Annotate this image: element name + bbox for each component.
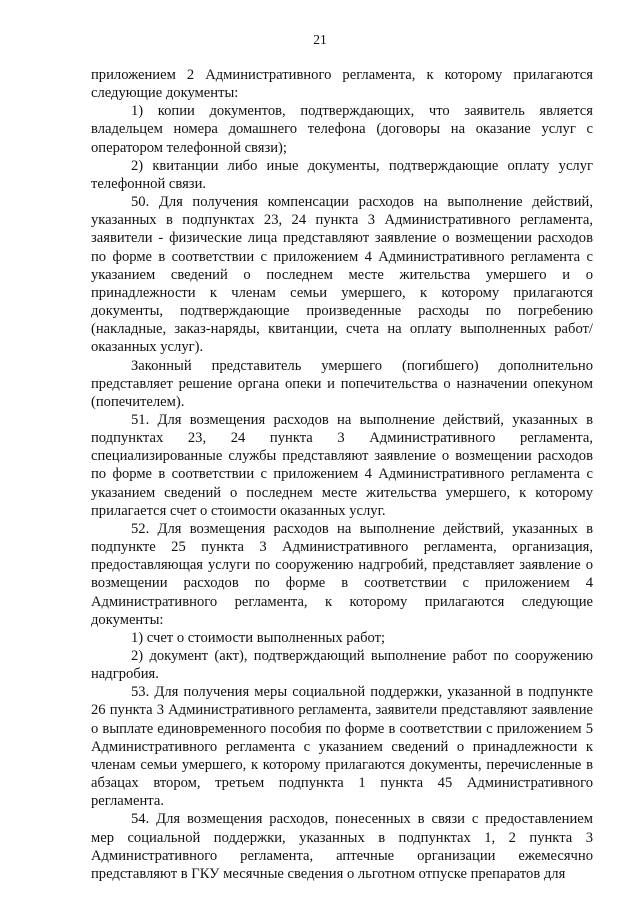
list-item-payment-receipts: 2) квитанции либо иные документы, подтверждающие оплату услуг телефонной связи. xyxy=(91,157,593,192)
paragraph-52: 52. Для возмещения расходов на выполнение действий, указанных в подпункте 25 пункта 3 Административного регламента, организация, предоставляющая услуги по сооружению надгробий, представляет заявление о возмещении расходов по форме в соответствии с приложением 4 Административного регламента, к которому прилагаются следующие документы: xyxy=(91,520,593,628)
paragraph-legal-representative: Законный представитель умершего (погибшего) дополнительно представляет решение органа опеки и попечительства о назначении опекуном (попечителем). xyxy=(91,357,593,410)
list-item-phone-contracts: 1) копии документов, подтверждающих, что заявитель является владельцем номера домашнего телефона (договоры на оказание услуг с оператором телефонной связи); xyxy=(91,103,593,156)
list-item-act: 2) документ (акт), подтверждающий выполнение работ по сооружению надгробия. xyxy=(91,648,593,683)
document-body xyxy=(91,66,593,883)
paragraph-51: 51. Для возмещения расходов на выполнение действий, указанных в подпунктах 23, 24 пункта 3 Административного регламента, специализированные службы представляют заявление о возмещении расходов по форме в соответствии с приложением 4 Административного регламента с указанием сведений о последнем месте жительства умершего, к которому прилагается счет о стоимости оказанных услуг. xyxy=(91,411,593,519)
paragraph-53: 53. Для получения меры социальной поддержки, указанной в подпункте 26 пункта 3 Административного регламента, заявители представляют заявление о выплате единовременного пособия по форме в соответствии с приложением 5 Административного регламента с указанием сведений о принадлежности к членам семьи умершего, к которому прилагаются документы, перечисленные в абзацах втором, третьем подпункта 1 пункта 45 Административного регламента. xyxy=(91,684,593,810)
paragraph-continuation: приложением 2 Административного регламента, к которому прилагаются следующие документы: xyxy=(91,67,593,102)
page-number: 21 xyxy=(313,32,327,47)
paragraph-54: 54. Для возмещения расходов, понесенных в связи с предоставлением мер социальной поддержки, указанных в подпунктах 1, 2 пункта 3 Административного регламента, аптечные организации ежемесячно представляют в ГКУ месячные сведения о льготном отпуске препаратов для xyxy=(91,811,593,882)
paragraph-50: 50. Для получения компенсации расходов на выполнение действий, указанных в подпунктах 23, 24 пункта 3 Административного регламента, заявители - физические лица представляют заявление о возмещении расходов по форме в соответствии с приложением 4 Административного регламента с указанием сведений о последнем месте жительства умершего и о принадлежности к членам семьи умершего, к которому прилагаются документы, подтверждающие произведенные расходы по погребению (накладные, заказ-наряды, квитанции, счета на оплату выполненных работ/оказанных услуг). xyxy=(91,194,593,356)
list-item-invoice: 1) счет о стоимости выполненных работ; xyxy=(131,629,386,646)
